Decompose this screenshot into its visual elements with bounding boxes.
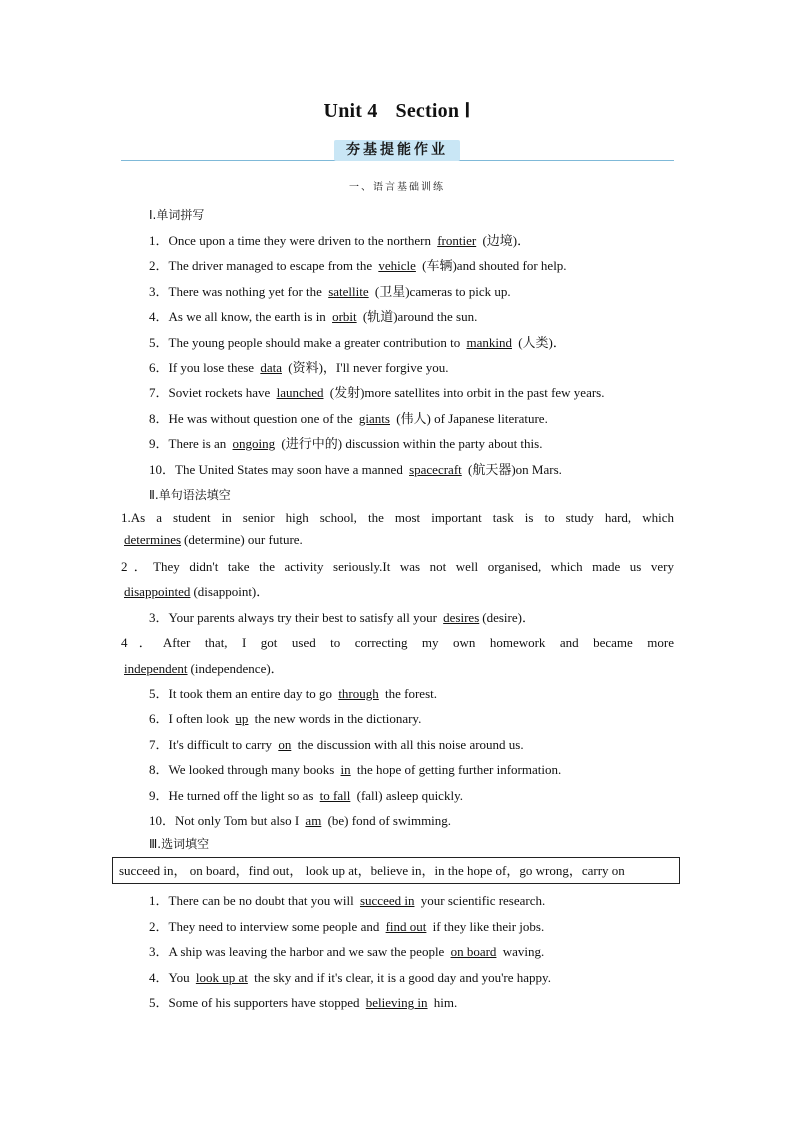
answer: in — [340, 762, 351, 778]
answer: vehicle — [378, 258, 416, 274]
question-item — [149, 734, 524, 753]
title-unit: Unit 4 — [323, 100, 378, 122]
question-text: (边境)． — [482, 233, 531, 248]
question-text: He turned off the light so as — [168, 787, 314, 803]
question-text: It's difficult to carry — [168, 736, 273, 752]
question-number: 10． — [149, 813, 176, 828]
question-item — [149, 357, 448, 376]
answer: am — [305, 813, 322, 828]
question-number: 2． — [149, 918, 169, 934]
question-text: Once upon a time they were driven to the northern — [168, 233, 431, 248]
question-number: 4． — [149, 969, 169, 985]
answer: data — [260, 360, 282, 375]
question-text: We looked through many books — [168, 762, 335, 778]
question-number: 4． — [149, 309, 169, 325]
question-text: The United States may soon have a manned — [175, 461, 403, 477]
question-text: (disappoint)． — [193, 584, 270, 599]
question-text: (fall) asleep quickly. — [356, 787, 463, 803]
answer: succeed in — [359, 893, 415, 908]
answer: through — [338, 686, 379, 701]
question-text: You — [168, 969, 190, 985]
question-text: waving. — [502, 944, 545, 960]
question-number: 5． — [149, 995, 169, 1011]
question-text: (determine) our future. — [184, 532, 303, 547]
answer: up — [235, 711, 249, 727]
answer: mankind — [466, 334, 512, 350]
question-item — [149, 708, 421, 727]
question-number: 8． — [149, 410, 169, 426]
question-text: (车辆)and shouted for help. — [422, 258, 567, 274]
part2-heading: Ⅱ.单句语法填空 — [149, 488, 231, 502]
answer: ongoing — [232, 436, 276, 452]
question-text: (进行中的) discussion within the party about this. — [281, 436, 543, 452]
question-text: the forest. — [385, 686, 437, 701]
question-text: There is an — [168, 436, 227, 452]
answer: on board — [450, 944, 497, 960]
title-section: Section Ⅰ — [395, 100, 471, 122]
answer: disappointed — [124, 584, 191, 599]
question-item — [149, 255, 567, 274]
question-text: There was nothing yet for the — [168, 283, 322, 299]
part2-q2-line1: 2．They didn't take the activity seriously.It was not well organised, which made us very — [121, 559, 674, 574]
question-text: your scientific research. — [420, 893, 546, 908]
part2-q1-line2 — [121, 532, 303, 548]
question-text: the discussion with all this noise around us. — [297, 736, 524, 752]
question-item — [149, 332, 566, 351]
question-text: There can be no doubt that you will — [168, 893, 354, 908]
answer: to fall — [319, 787, 351, 803]
question-number: 1． — [149, 893, 169, 908]
question-text: (伟人) of Japanese literature. — [396, 410, 548, 426]
question-number: 8． — [149, 762, 169, 778]
question-item — [149, 759, 561, 778]
part1-heading: Ⅰ.单词拼写 — [149, 208, 205, 222]
question-item — [149, 890, 545, 909]
question-text: the sky and if it's clear, it is a good day and you're happy. — [254, 969, 551, 985]
part3-heading: Ⅲ.选词填空 — [149, 837, 210, 851]
question-text: The driver managed to escape from the — [168, 258, 373, 274]
question-number: 3． — [149, 944, 169, 960]
question-number: 5． — [149, 334, 169, 350]
question-item — [149, 433, 542, 452]
question-text: The young people should make a greater contribution to — [168, 334, 461, 350]
question-text: As we all know, the earth is in — [168, 309, 326, 325]
question-text: Soviet rockets have — [168, 385, 271, 401]
question-item — [149, 967, 551, 986]
question-item — [149, 992, 457, 1011]
subheading: 一、语言基础训练 — [349, 182, 445, 193]
part2-q1-line1: 1.As a student in senior high school, the most important task is to study hard, which — [121, 510, 674, 525]
question-number: 10． — [149, 461, 176, 477]
question-number: 7． — [149, 385, 169, 401]
answer: believing in — [365, 995, 428, 1011]
answer: satellite — [328, 283, 369, 299]
question-number: 3． — [149, 283, 169, 299]
question-number: 6． — [149, 360, 169, 375]
question-text: He was without question one of the — [168, 410, 353, 426]
part2-q4-line1: 4．After that, I got used to correcting my own homework and became more — [121, 635, 674, 650]
answer: determines — [124, 532, 182, 547]
question-number: 5． — [149, 686, 169, 701]
question-text: (卫星)cameras to pick up. — [374, 283, 511, 299]
question-text: (轨道)around the sun. — [362, 309, 478, 325]
answer: frontier — [437, 233, 477, 248]
question-item — [149, 941, 544, 960]
part2-q4-line2 — [121, 658, 284, 677]
question-item — [149, 382, 604, 401]
page-title — [0, 98, 794, 123]
answer: giants — [358, 410, 390, 426]
question-number: 6． — [149, 711, 169, 727]
question-text: (发射)more satellites into orbit in the past few years. — [329, 385, 605, 401]
question-text: if they like their jobs. — [432, 918, 545, 934]
question-text: If you lose these — [168, 360, 255, 375]
question-text: They need to interview some people and — [168, 918, 380, 934]
question-text: Not only Tom but also I — [175, 813, 300, 828]
answer: look up at — [195, 969, 248, 985]
part2-q2-line2 — [121, 581, 269, 600]
question-number: 3． — [149, 610, 169, 625]
banner-rule — [121, 140, 674, 164]
question-item — [149, 683, 437, 702]
question-text: It took them an entire day to go — [168, 686, 333, 701]
question-text: (desire)． — [482, 610, 535, 625]
question-item — [149, 281, 511, 300]
question-item — [149, 306, 477, 325]
answer: independent — [124, 661, 188, 676]
answer: spacecraft — [409, 461, 462, 477]
question-number: 2． — [149, 258, 169, 274]
answer: desires — [443, 610, 480, 625]
question-item — [149, 459, 562, 478]
question-text: the new words in the dictionary. — [254, 711, 422, 727]
banner-label: 夯基提能作业 — [334, 140, 460, 161]
answer: launched — [276, 385, 324, 401]
question-item — [149, 408, 548, 427]
question-text: (independence)． — [190, 661, 284, 676]
word-bank-box: succeed in， on board，find out， look up at，believe in，in the hope of，go wrong，carry on — [112, 857, 680, 884]
question-item — [149, 916, 544, 935]
question-text: him. — [433, 995, 458, 1011]
answer: orbit — [332, 309, 357, 325]
question-item — [149, 785, 463, 804]
question-item — [149, 230, 530, 249]
question-text: the hope of getting further information. — [356, 762, 562, 778]
question-text: I often look — [168, 711, 230, 727]
question-text: Some of his supporters have stopped — [168, 995, 360, 1011]
question-number: 1． — [149, 233, 169, 248]
part2-q3 — [149, 607, 535, 626]
answer: on — [278, 736, 292, 752]
question-text: (be) fond of swimming. — [327, 813, 452, 828]
question-item — [149, 810, 451, 829]
question-number: 9． — [149, 436, 169, 452]
question-text: A ship was leaving the harbor and we saw the people — [168, 944, 445, 960]
question-number: 7． — [149, 736, 169, 752]
question-number: 9． — [149, 787, 169, 803]
question-text: (人类)． — [518, 334, 566, 350]
question-text: (资料)，I'll never forgive you. — [288, 360, 449, 375]
answer: find out — [385, 918, 427, 934]
question-text: Your parents always try their best to satisfy all your — [168, 610, 437, 625]
question-text: (航天器)on Mars. — [468, 461, 562, 477]
